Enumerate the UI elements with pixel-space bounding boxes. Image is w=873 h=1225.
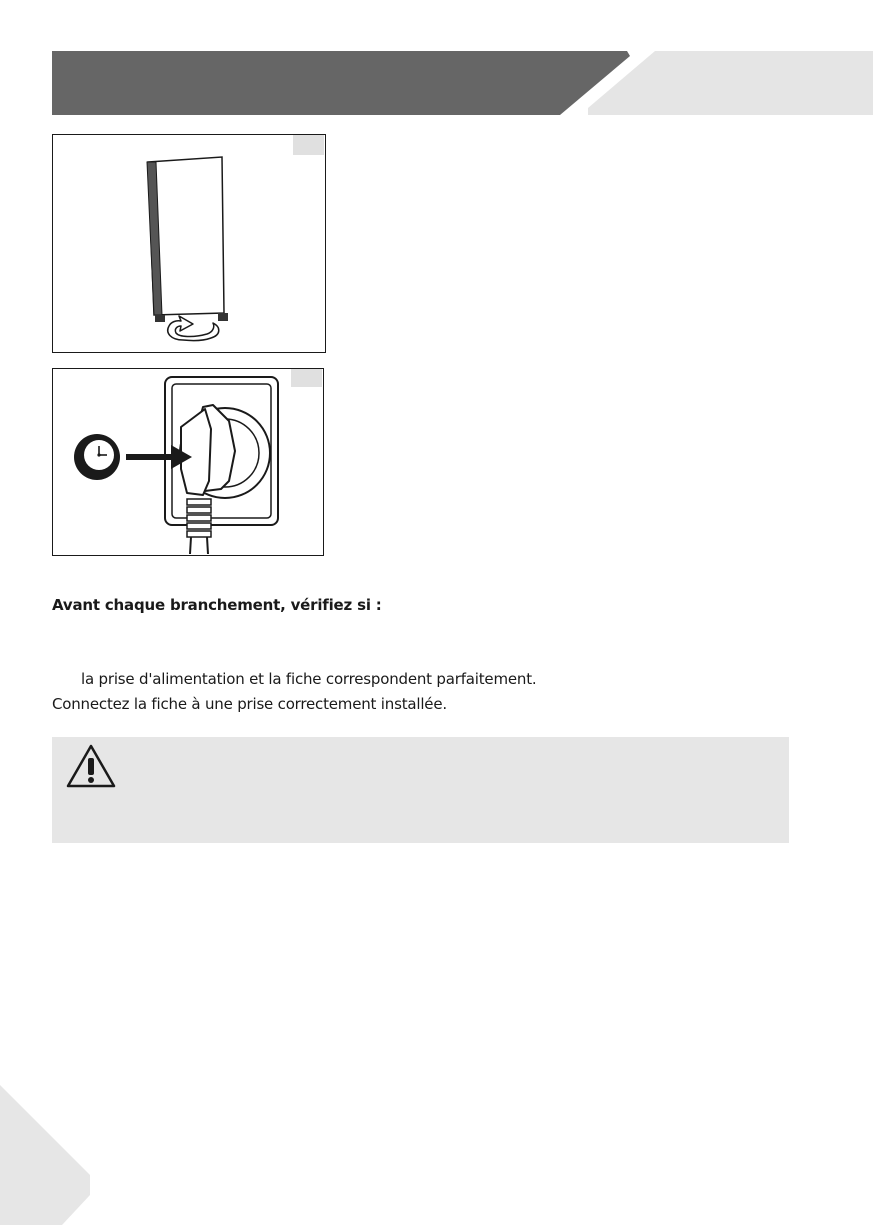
warning-triangle-icon [65,743,117,789]
warning-box [52,737,789,843]
instruction-text: Connectez la fiche à une prise correctement installée. [52,695,447,713]
header-dark-tab [52,51,630,115]
figure-appliance-tilt [52,134,326,353]
figure-number-tab [293,135,324,155]
header-light-tab [588,51,873,115]
figure-plug-socket [52,368,324,556]
page-corner-tab [0,1085,100,1225]
section-header-banner [0,0,873,120]
appliance-rotate-icon [147,157,228,341]
figure-number-tab [291,369,322,387]
timer-clock-icon [74,434,120,480]
plug-into-socket-icon [126,377,278,554]
check-item: la prise d'alimentation et la fiche correspondent parfaitement. [81,670,537,688]
section-heading: Avant chaque branchement, vérifiez si : [52,596,382,614]
